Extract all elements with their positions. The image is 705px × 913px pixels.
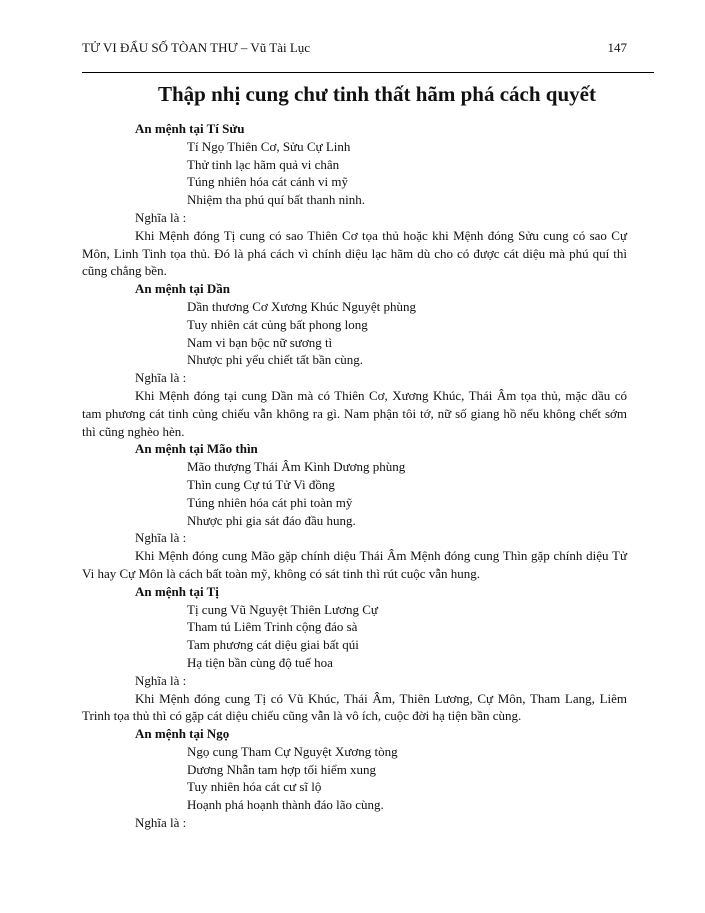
verse-line: Ngọ cung Tham Cự Nguyệt Xương tòng [187,743,398,759]
running-title: TỬ VI ĐẨU SỐ TÒAN THƯ – Vũ Tài Lục [82,40,311,55]
verse-line: Nam vi bạn bộc nữ sương tì [187,334,333,350]
meaning-label: Nghĩa là : [135,815,187,831]
section-heading: An mệnh tại Tí Sửu [135,121,245,136]
verse-line: Tuy nhiên hóa cát cư sĩ lộ [187,779,322,795]
verse-line: Túng nhiên hóa cát cánh vi mỹ [187,174,349,190]
page-title: Thập nhị cung chư tinh thất hãm phá cách quyết [158,82,596,106]
explanation-paragraph: Khi Mệnh đóng tại cung Dần mà có Thiên Cơ, Xương Khúc, Thái Âm tọa thủ, mặc dầu có tam phương cát tinh củng chiếu vẫn không ra gì. Nam phận tôi tớ, nữ số giang hồ nếu không chết sớm thì cũng nghèo hèn. [82,387,627,439]
header-rule [82,72,654,73]
verse-line: Dần thương Cơ Xương Khúc Nguyệt phùng [187,298,416,314]
explanation-paragraph: Khi Mệnh đóng cung Mão gặp chính diệu Thái Âm Mệnh đóng cung Thìn gặp chính diệu Tử Vi hay Cự Môn là cách bất toàn mỹ, không có sát tinh thì rút cuộc vẫn hung. [82,548,627,581]
verse-line: Hạ tiện bần cùng độ tuế hoa [187,654,333,670]
verse-line: Nhược phi gia sát đáo đầu hung. [187,512,356,528]
meaning-label: Nghĩa là : [135,672,187,688]
main-content [82,120,627,832]
page-header [82,40,627,56]
verse-line: Nhiệm tha phú quí bất thanh ninh. [187,192,366,208]
verse-line: Tị cung Vũ Nguyệt Thiên Lương Cự [187,601,378,617]
meaning-label: Nghĩa là : [135,209,187,225]
verse-line: Tam phương cát diệu giai bất qúi [187,637,359,653]
verse-line: Tham tú Liêm Trinh cộng đáo sà [187,619,358,635]
explanation-paragraph: Khi Mệnh đóng Tị cung có sao Thiên Cơ tọa thủ hoặc khi Mệnh đóng Sửu cung có sao Cự Môn, Linh Tinh tọa thủ. Đó là phá cách vì chính diệu lạc hãm dù cho có được cát diệu mà phú quí thì cũng chẳng bền. [82,227,627,279]
verse-line: Túng nhiên hóa cát phi toàn mỹ [187,494,353,510]
section-heading: An mệnh tại Dần [135,281,230,297]
section-heading: An mệnh tại Ngọ [135,726,230,742]
page-number: 147 [607,40,627,55]
section-heading: An mệnh tại Tị [135,583,219,599]
meaning-label: Nghĩa là : [135,530,187,546]
verse-line: Nhược phi yểu chiết tất bần cùng. [187,352,364,368]
verse-line: Hoạnh phá hoạnh thành đáo lão cùng. [187,797,384,813]
verse-line: Tí Ngọ Thiên Cơ, Sửu Cự Linh [187,138,351,154]
explanation-paragraph: Khi Mệnh đóng cung Tị có Vũ Khúc, Thái Âm, Thiên Lương, Cự Môn, Tham Lang, Liêm Trinh tọa thủ thì có gặp cát diệu chiếu cũng vẫn là vô ích, cuộc đời hạ tiện bần cùng. [82,690,627,724]
verse-line: Thìn cung Cự tú Tử Vi đồng [187,476,335,492]
section-heading: An mệnh tại Mão thìn [135,441,258,457]
verse-line: Tuy nhiên cát củng bất phong long [187,316,368,332]
verse-line: Dương Nhẫn tam hợp tối hiểm xung [187,761,377,777]
meaning-label: Nghĩa là : [135,370,187,386]
verse-line: Thử tinh lạc hãm quả vi chân [187,156,340,172]
verse-line: Mão thượng Thái Âm Kình Dương phùng [187,459,406,475]
